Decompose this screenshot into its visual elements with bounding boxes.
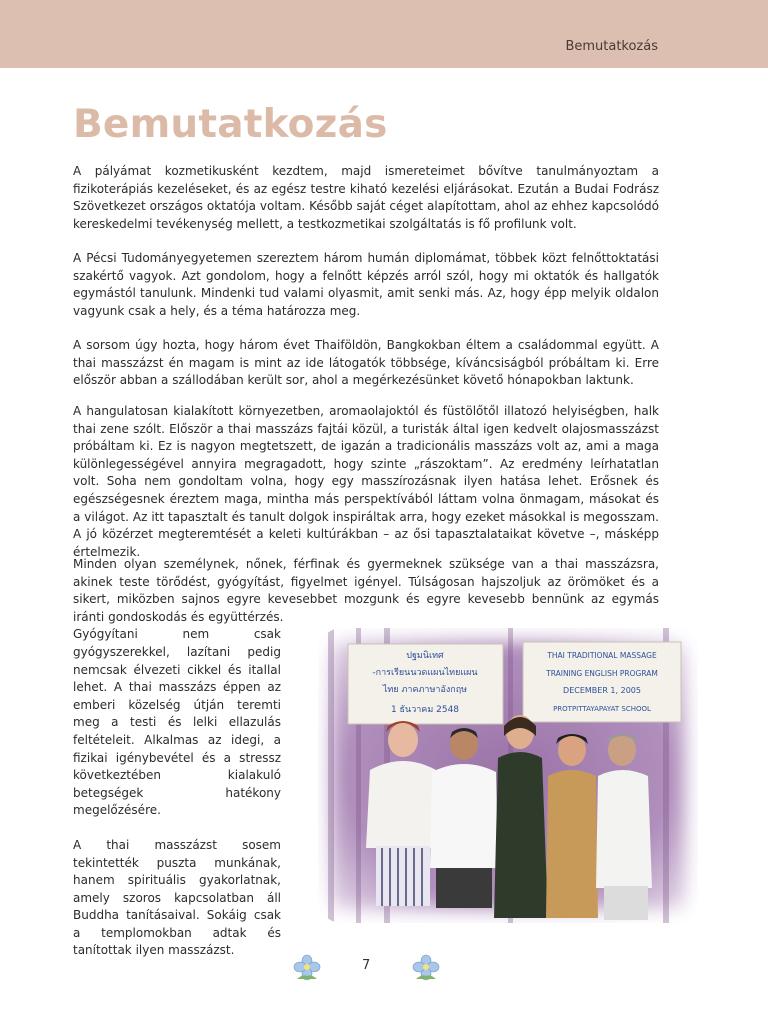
person-4	[546, 734, 598, 918]
sign-left-line-1: ปฐมนิเทศ	[406, 651, 444, 661]
flower-icon	[293, 954, 321, 982]
person-3	[494, 715, 548, 918]
group-photo-illustration	[318, 628, 698, 923]
group-photo	[318, 628, 698, 923]
paragraph-5-continued: Gyógyítani nem csak gyógyszerekkel, lazítani pedig nemcsak élvezeti cikkel és itallal lehet. A thai masszázs éppen az emberi közelség útján teremti meg a testi és lelki ellazulás feltételeit. Alkalmas az idegi, a fizikai igénybevétel és a stressz következtében kialakuló betegségek hatékony megelőzésére.	[73, 627, 281, 818]
sign-right-line-3: DECEMBER 1, 2005	[563, 686, 641, 695]
page-title: Bemutatkozás	[73, 102, 388, 147]
person-1	[366, 721, 440, 906]
flower-icon	[412, 954, 440, 982]
person-5	[596, 734, 652, 920]
sign-left-line-4: 1 ธันวาคม 2548	[390, 705, 460, 715]
paragraph-1: A pályámat kozmetikusként kezdtem, majd ismereteimet bővítve tanulmányoztam a fizikoterápiás kezeléseket, és az egész testre kiható kezelési eljárásokat. Ezután a Budai Fodrász Szövetkezet országos oktatója voltam. Később saját céget alapítottam, ahol az ehhez kapcsolódó kereskedelmi tevékenység mellett, a testkozmetikai szolgáltatás is fő profilunk volt.	[73, 164, 659, 231]
page-number: 7	[362, 958, 371, 973]
paragraph-5-intro	[73, 556, 659, 626]
header-band	[0, 0, 768, 68]
sign-left-line-3: ไทย ภาคภาษาอังกฤษ	[382, 685, 468, 695]
running-header: Bemutatkozás	[565, 39, 658, 54]
paragraph-4: A hangulatosan kialakított környezetben, aromaolajoktól és füstölőtől illatozó helyiségben, halk thai zene szólt. Először a thai masszázs fajtái közül, a turisták által igen kedvelt olajosmasszázst próbáltam ki. Ez is nagyon megtetszett, de igazán a tradicionális masszázs volt az, ami a maga különlegességével annyira megragadott, hogy szinte „rászoktam”. Az eredmény leírhatatlan volt. Soha nem gondoltam volna, hogy egy masszírozásnak ilyen hatása lehet. Erősnek és egészségesnek éreztem maga, mintha más perspektívából láttam volna önmagam, másokat és a világot. Az itt tapasztalt és tanult dolgok inspiráltak arra, hogy ezeket másokkal is megosszam. A jó közérzet megteremtését a keleti kultúrákban – az ősi tapasztalataikat követve –, másképp értelmezik.	[73, 404, 659, 559]
sign-right-line-2: TRAINING ENGLISH PROGRAM	[546, 669, 658, 678]
paragraph-6: A thai masszázst sosem tekintették puszta munkának, hanem spirituális gyakorlatnak, amely szoros kapcsolatban áll Buddha tanításaival. Sokáig csak a templomokban adtak és tanítottak ilyen masszázst.	[73, 837, 281, 958]
sign-right-line-4: PROTPITTAYAPAYAT SCHOOL	[553, 705, 651, 713]
paragraph-3: A sorsom úgy hozta, hogy három évet Thaiföldön, Bangkokban éltem a családommal együtt. A thai masszázst én magam is mint az ide látogatók többsége, kíváncsiságból próbáltam ki. Erre először abban a szállodában került sor, ahol a megérkezésünket követő hónapokban laktunk.	[73, 338, 659, 388]
paragraph-2: A Pécsi Tudományegyetemen szereztem három humán diplomámat, többek közt felnőttoktatási szakértő vagyok. Azt gondolom, hogy a felnőtt képzés arról szól, hogy mi oktatók és hallgatók egymástól tanulunk. Mindenki tud valami olyasmit, amit senki más. Az, hogy épp melyik oldalon vagyunk csak a hely, és a téma határozza meg.	[73, 251, 659, 318]
sign-left-line-2: -การเรียนนวดแผนไทยแผน	[372, 668, 478, 678]
paragraph-5-intro-text: Minden olyan személynek, nőnek, férfinak és gyermeknek szüksége van a thai masszázsra, akinek teste törődést, gyógyítást, figyelmet igényel. Túlságosan hajszoljuk az örömöket és a sikert, miközben sajnos egyre kevesebbet mozgunk és egyre kevesebb bennünk az egymás iránti gondoskodás és együttérzés.	[73, 557, 659, 624]
person-2	[430, 728, 498, 908]
sign-right-line-1: THAI TRADITIONAL MASSAGE	[547, 651, 657, 660]
